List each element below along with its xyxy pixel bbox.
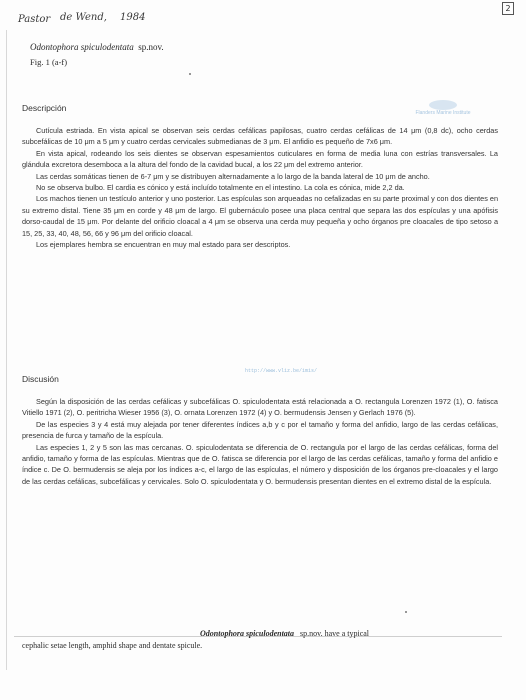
url-stamp: http://www.vliz.be/imis/ bbox=[245, 368, 318, 374]
species-title bbox=[30, 42, 164, 52]
abstract-line-1-rest: sp.nov. have a typical bbox=[300, 629, 370, 638]
institute-watermark bbox=[406, 100, 480, 120]
descripcion-paragraph-6: Los ejemplares hembra se encuentran en muy mal estado para ser descriptos. bbox=[36, 240, 291, 250]
abstract-species: Odontophora spiculodentata bbox=[200, 629, 295, 638]
descripcion-paragraph-5: Los machos tienen un testículo anterior y uno posterior. Las espículas son arqueadas no cefalizadas en su parte proximal y con dos dientes en su extremo distal. Tiene 35 μm en corde y 48 μm de largo. El gubernáculo posee una placa central que separa las dos espículas y una apófisis dorso-caudal de 15 μm. Por delante del orificio cloacal a 4 μm se observa una cerda muy pequeña y ocho órganos pre cloacales de tipo setoso a 15, 25, 33, 40, 48, 56, 66 y 96 μm del orificio cloacal. bbox=[22, 194, 499, 238]
section-heading-discusion: Discusión bbox=[22, 374, 59, 384]
watermark-logo-icon bbox=[429, 100, 457, 110]
scan-edge-line bbox=[6, 30, 7, 670]
discusion-paragraph-2: De las especies 3 y 4 está muy alejada por tener diferentes índices a,b y c por el tamaño y forma del anfidio, largo de las cerdas cefálicas, presencia de furca y tamaño de la espícula. bbox=[22, 419, 498, 441]
abstract-line-1 bbox=[200, 629, 369, 638]
scan-speck bbox=[405, 611, 407, 613]
descripcion-paragraph-1: Cutícula estriada. En vista apical se observan seis cerdas cefálicas papilosas, cuatro cerdas cefálicas de 14 μm (0,8 dc), ocho cerdas subcefálicas de 10 μm a 5 μm y cuatro cerdas cervicales submedianas de 3 μm. El anfidio es pequeño de 7x6 μm. bbox=[22, 126, 498, 147]
species-suffix: sp.nov. bbox=[138, 42, 164, 52]
page-number: 2 bbox=[505, 4, 511, 13]
handwritten-author: Pastor bbox=[18, 14, 51, 25]
species-name: Odontophora spiculodentata bbox=[30, 42, 134, 52]
section-heading-descripcion: Descripción bbox=[22, 103, 67, 113]
discusion-paragraph-3: Las especies 1, 2 y 5 son las mas cercanas. O. spiculodentata se diferencia de O. rectangula por el largo de las cerdas cefálicas, forma del anfidio, tamaño y forma de las espículas. Mientras que de O. fatisca se diferencia por el largo de las cerdas cefálicas, tamaño y forma del anfidio e índice c. De O. bermudensis se aleja por los índices a-c, el largo de las espículas, el número y disposición de los órganos pre-cloacales y el largo de las cerdas cefálicas, subcefálicas y cervicales. Solo O. spiculodentata y O. bermudensis presentan dientes en el extremo distal de la espícula. bbox=[22, 442, 498, 486]
figure-reference: Fig. 1 (a-f) bbox=[30, 57, 68, 67]
descripcion-paragraph-3: Las cerdas somáticas tienen de 6-7 μm y se distribuyen alternadamente a lo largo de la banda lateral de 10 μm de ancho. bbox=[36, 171, 430, 181]
page-number-box bbox=[502, 2, 514, 15]
abstract-line-2: cephalic setae length, amphid shape and dentate spicule. bbox=[22, 641, 203, 650]
handwritten-note: de Wend, bbox=[60, 12, 107, 23]
descripcion-body bbox=[22, 125, 498, 250]
descripcion-paragraph-4: No se observa bulbo. El cardia es cónico y está incluído totalmente en el intestino. La cola es cónica, mide 2,2 da. bbox=[36, 183, 405, 193]
discusion-paragraph-1: Según la disposición de las cerdas cefálicas y subcefálicas O. spiculodentata está relacionada a O. rectangula Lorenzen 1972 (1), O. fatisca Vitiello 1971 (2), O. peritricha Wieser 1956 (3), O. ornata Lorenzen 1972 (4) y O. bermudensis Jensen y Gerlach 1976 (5). bbox=[22, 397, 498, 418]
descripcion-paragraph-2: En vista apical, rodeando los seis dientes se observan espesamientos cuticulares en forma de media luna con estrías transversales. La glándula excretora desemboca a la altura del fondo de la cavidad bucal, a los 22 μm del extremo anterior. bbox=[22, 148, 498, 170]
watermark-text: Flanders Marine Institute bbox=[415, 110, 471, 116]
discusion-body bbox=[22, 396, 498, 487]
scan-speck bbox=[189, 73, 191, 75]
handwritten-year: 1984 bbox=[120, 12, 146, 23]
